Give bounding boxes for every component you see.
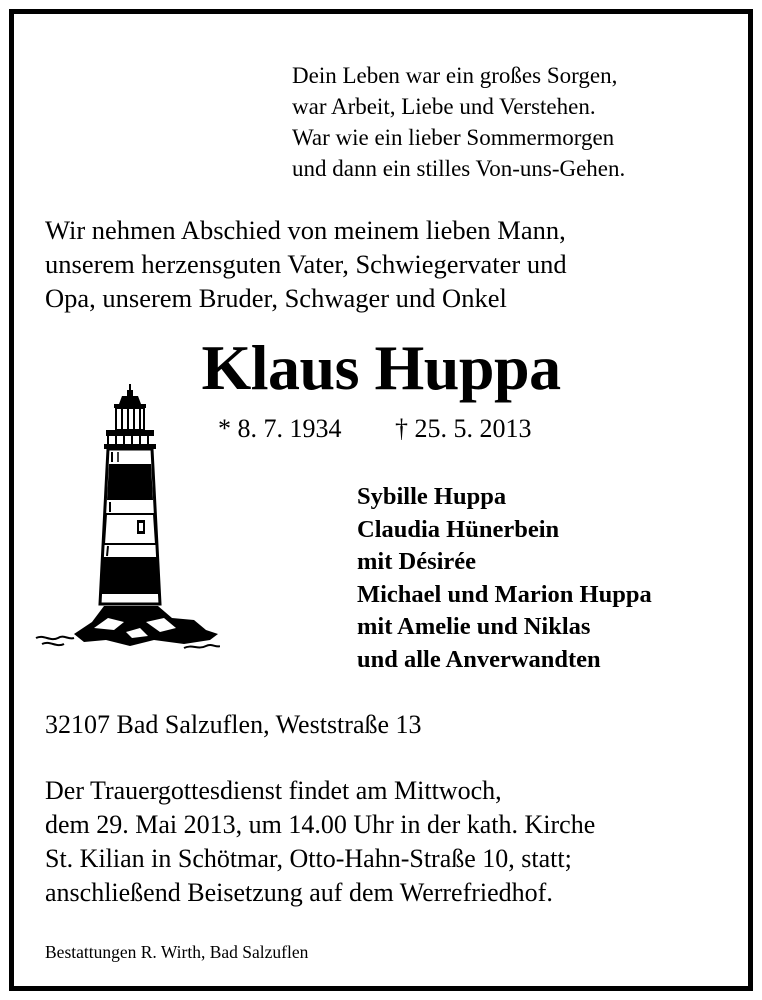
family-line: mit Désirée xyxy=(357,548,477,575)
family-line: mit Amelie und Niklas xyxy=(357,613,591,640)
death-date: † 25. 5. 2013 xyxy=(395,414,532,443)
memorial-poem xyxy=(292,60,625,184)
undertaker-credit: Bestattungen R. Wirth, Bad Salzuflen xyxy=(45,942,309,962)
family-line: Michael und Marion Huppa xyxy=(357,580,652,608)
intro-line: Opa, unserem Bruder, Schwager und Onkel xyxy=(45,283,507,313)
family-signatures xyxy=(357,481,652,676)
poem-line: War wie ein lieber Sommermorgen xyxy=(292,125,615,150)
deceased-name: Klaus Huppa xyxy=(201,332,561,403)
family-line: Claudia Hünerbein xyxy=(357,515,560,543)
poem-line: war Arbeit, Liebe und Verstehen. xyxy=(292,94,596,119)
poem-line: und dann ein stilles Von-uns-Gehen. xyxy=(292,156,626,181)
poem-line: Dein Leben war ein großes Sorgen, xyxy=(292,63,618,88)
intro-line: Wir nehmen Abschied von meinem lieben Mann, xyxy=(45,215,566,245)
intro-line: unserem herzensguten Vater, Schwiegervater und xyxy=(45,249,567,279)
service-line: Der Trauergottesdienst findet am Mittwoch, xyxy=(45,776,502,805)
service-line: dem 29. Mai 2013, um 14.00 Uhr in der kath. Kirche xyxy=(45,810,596,839)
lighthouse-icon xyxy=(34,382,220,650)
family-line: Sybille Huppa xyxy=(357,483,507,510)
birth-date: * 8. 7. 1934 xyxy=(218,414,342,443)
family-line: und alle Anverwandten xyxy=(357,645,601,673)
service-line: St. Kilian in Schötmar, Otto-Hahn-Straße 10, statt; xyxy=(45,844,572,873)
funeral-service-notice xyxy=(45,774,595,910)
service-line: anschließend Beisetzung auf dem Werrefriedhof. xyxy=(45,878,553,907)
family-address: 32107 Bad Salzuflen, Weststraße 13 xyxy=(45,710,422,739)
farewell-intro xyxy=(45,213,567,315)
